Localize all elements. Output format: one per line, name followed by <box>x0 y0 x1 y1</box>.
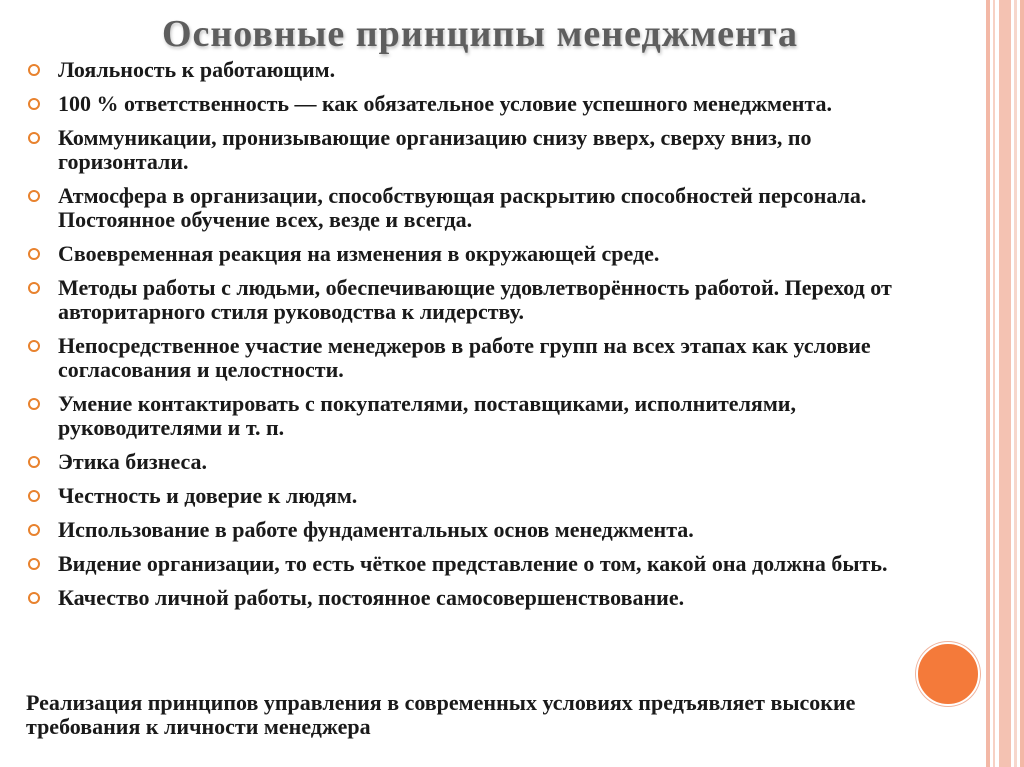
list-item <box>28 242 928 266</box>
circle-bullet-icon <box>28 456 40 468</box>
circle-bullet-icon <box>28 190 40 202</box>
circle-bullet-icon <box>28 340 40 352</box>
list-item <box>28 184 928 232</box>
slide-title: Основные принципы менеджмента <box>161 13 799 55</box>
list-item <box>28 392 928 440</box>
list-item <box>28 58 928 82</box>
list-item <box>28 518 928 542</box>
list-item-text: Атмосфера в организации, способствующая раскрытию способностей персонала. Постоянное обучение всех, везде и всегда. <box>58 183 867 232</box>
circle-bullet-icon <box>28 132 40 144</box>
list-item <box>28 552 928 576</box>
circle-bullet-icon <box>28 98 40 110</box>
list-item <box>28 484 928 508</box>
list-item <box>28 92 928 116</box>
list-item <box>28 450 928 474</box>
list-item-text: Этика бизнеса. <box>58 449 208 474</box>
circle-bullet-icon <box>28 64 40 76</box>
decorative-stripe <box>986 0 990 767</box>
list-item-text: Умение контактировать с покупателями, поставщиками, исполнителями, руководителями и т. п. <box>58 391 796 440</box>
decorative-stripe <box>999 0 1011 767</box>
circle-bullet-icon <box>28 282 40 294</box>
list-item-text: Своевременная реакция на изменения в окружающей среде. <box>58 241 660 266</box>
circle-bullet-icon <box>28 398 40 410</box>
list-item-text: Коммуникации, пронизывающие организацию снизу вверх, сверху вниз, по горизонтали. <box>58 125 812 174</box>
list-item-text: Честность и доверие к людям. <box>58 483 358 508</box>
principles-list <box>28 58 928 620</box>
circle-bullet-icon <box>28 248 40 260</box>
list-item <box>28 586 928 610</box>
list-item <box>28 126 928 174</box>
footer-text: Реализация принципов управления в современных условиях предъявляет высокие требования к личности менеджера <box>26 690 856 739</box>
list-item-text: Методы работы с людьми, обеспечивающие удовлетворённость работой. Переход от авторитарного стиля руководства к лидерству. <box>58 275 892 324</box>
circle-bullet-icon <box>28 490 40 502</box>
list-item <box>28 334 928 382</box>
list-item-text: Качество личной работы, постоянное самосовершенствование. <box>58 585 685 610</box>
decorative-stripe <box>1020 0 1024 767</box>
decorative-stripe <box>993 0 995 767</box>
decorative-circle-icon <box>916 642 980 706</box>
decorative-stripe <box>1014 0 1017 767</box>
circle-bullet-icon <box>28 592 40 604</box>
list-item-text: 100 % ответственность — как обязательное условие успешного менеджмента. <box>58 91 833 116</box>
list-item-text: Использование в работе фундаментальных основ менеджмента. <box>58 517 694 542</box>
list-item-text: Видение организации, то есть чёткое представление о том, какой она должна быть. <box>58 551 888 576</box>
list-item-text: Непосредственное участие менеджеров в работе групп на всех этапах как условие согласования и целостности. <box>58 333 871 382</box>
circle-bullet-icon <box>28 558 40 570</box>
circle-bullet-icon <box>28 524 40 536</box>
list-item <box>28 276 928 324</box>
list-item-text: Лояльность к работающим. <box>58 57 336 82</box>
